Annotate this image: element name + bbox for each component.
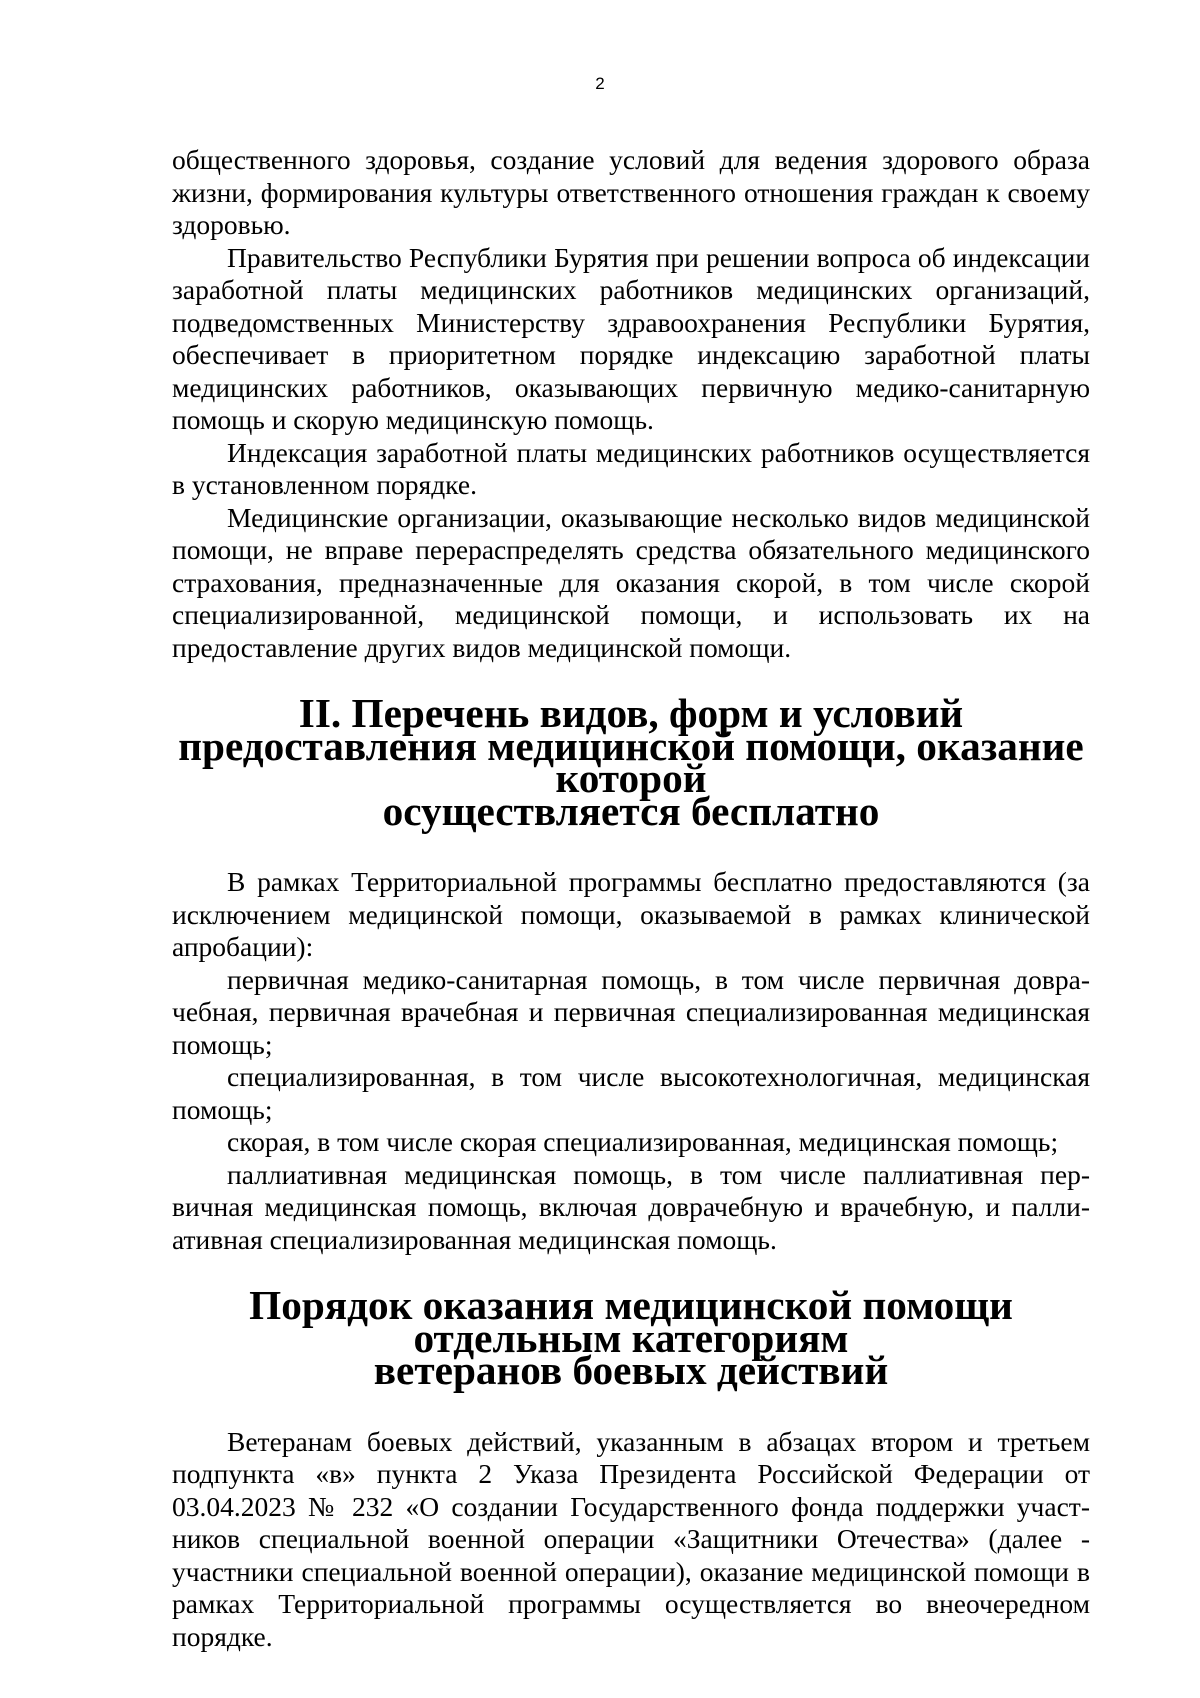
intro-paragraph-1: общественного здоровья, создание условий для ведения здорового образа жизни, формирования культуры ответственного отношения граждан к своему здоровью. (172, 144, 1090, 240)
section2-paragraph-2: первичная медико-санитарная помощь, в том числе первичная доврачебная, первичная врачебная и первичная специализированная медицинская помощь; (172, 963, 1090, 1060)
veterans-paragraph-1: Ветеранам боевых действий, указанным в абзацах втором и третьем подпункта «в» пункта 2 Указа Президента Российской Федерации от 03.04.2023 № 232 «О создании Государственного фонда поддержки участников специальной военной операции «Защитники Отечества» (далее - участники специальной военной операции), оказание медицинской помощи в рамках Территориальной программы осуществляется во внеочередном порядке. (172, 1425, 1090, 1652)
intro-paragraph-3: Индексация заработной платы медицинских работников осуществляется в установленном порядке. (172, 436, 1090, 500)
veterans-heading-line-1: Порядок оказания медицинской помощи отдельным категориям (249, 1282, 1013, 1361)
section2-paragraph-5: паллиативная медицинская помощь, в том числе паллиативная первичная медицинская помощь, включая доврачебную и врачебную, и паллиативная специализированная медицинская помощь. (172, 1158, 1090, 1255)
veterans-heading-line-2: ветеранов боевых действий (373, 1347, 889, 1393)
veterans-heading (172, 1282, 1090, 1393)
section2-paragraph-1: В рамках Территориальной программы бесплатно предоставляются (за исключением медицинской помощи, оказываемой в рамках клинической апробации): (172, 866, 1090, 962)
document-body (172, 144, 1090, 1653)
intro-paragraph-4: Медицинские организации, оказывающие несколько видов медицинской помощи, не вправе перераспределять средства обязательного медицинского страхования, предназначенные для оказания скорой, в том числе скорой специализированной, медицинской помощи, и использовать их на предоставление других видов медицинской помощи. (172, 501, 1090, 663)
section-heading-2-line-1: II. Перечень видов, форм и условий (298, 690, 964, 736)
page-number: 2 (595, 74, 605, 93)
section-heading-2 (172, 690, 1090, 834)
section-heading-2-line-2: предоставления медицинской помощи, оказание которой (178, 722, 1084, 801)
section-heading-2-line-3: осуществляется бесплатно (382, 787, 880, 834)
section2-paragraph-4: скорая, в том числе скорая специализированная, медицинская помощь; (227, 1126, 1059, 1157)
intro-paragraph-2: Правительство Республики Бурятия при решении вопроса об индексации заработной платы медицинских работников медицинских организаций, подведомственных Министерству здравоохранения Республики Бурятия, обеспечивает в приоритетном порядке индексацию заработной платы медицинских работников, оказывающих первичную медико-санитарную помощь и скорую медицинскую помощь. (172, 241, 1090, 435)
section2-paragraph-3: специализированная, в том числе высокотехнологичная, медицинская помощь; (172, 1061, 1090, 1125)
